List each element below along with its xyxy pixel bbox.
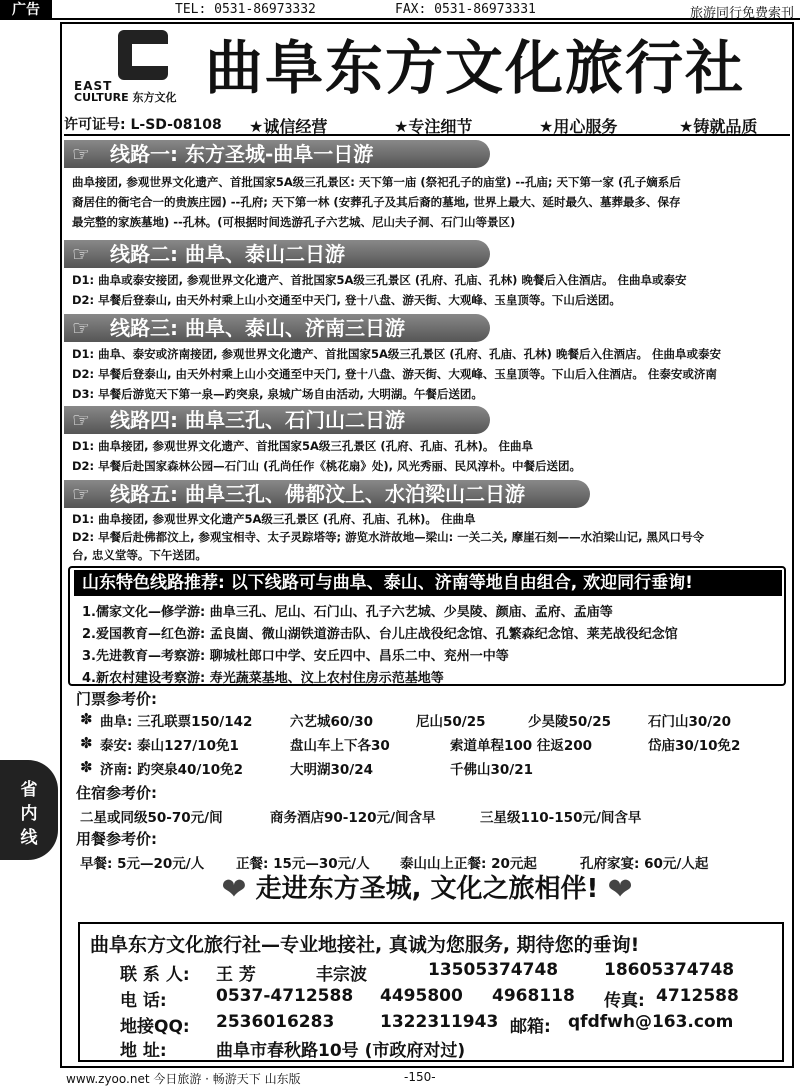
price-item: 尼山50/25: [416, 714, 486, 730]
contact-label: 邮箱:: [510, 1017, 551, 1037]
route-5-text: [72, 510, 792, 564]
lodging-heading: 住宿参考价:: [76, 784, 157, 802]
contact-label: 地接QQ:: [120, 1017, 190, 1037]
side-tab-province: [0, 760, 58, 860]
route-title: 线路五: 曲阜三孔、佛都汶上、水泊梁山二日游: [110, 482, 525, 506]
special-routes-title: 山东特色线路推荐: 以下线路可与曲阜、泰山、济南等地自由组合, 欢迎同行垂询!: [74, 570, 782, 596]
contact-person: 丰宗波: [316, 965, 367, 985]
contact-phone: 0537-4712588: [216, 986, 354, 1006]
price-item: 石门山30/20: [648, 714, 732, 730]
route-title: 线路一: 东方圣城-曲阜一日游: [110, 142, 374, 166]
list-item: 2.爱国教育—红色游: 孟良崮、微山湖铁道游击队、台儿庄战役纪念馆、孔繁森纪念馆、莱芜战役纪念馆: [82, 627, 678, 642]
price-item: 早餐: 5元—20元/人: [80, 856, 205, 872]
contact-phone: 4495800: [380, 986, 463, 1006]
route-title: 线路二: 曲阜、泰山二日游: [110, 242, 345, 266]
list-item: 3.先进教育—考察游: 聊城杜郎口中学、安丘四中、昌乐二中、兖州一中等: [82, 649, 509, 664]
flower-icon: ✽: [80, 734, 93, 752]
route-line: 裔居住的衙宅合一的贵族庄园) --孔府; 天下第一林 (安葬孔子及其后裔的墓地, 世界上最大、延时最久、墓葬最多、保存: [72, 195, 681, 209]
slogan: ★铸就品质: [679, 117, 758, 136]
price-item: 济南: 趵突泉40/10免2: [100, 762, 243, 778]
special-routes-box: [68, 566, 786, 686]
contact-mobile: 13505374748: [428, 960, 559, 980]
price-item: 索道单程100 往返200: [450, 738, 593, 754]
price-item: 三星级110-150元/间含早: [480, 810, 642, 826]
route-line: D2: 早餐后赴国家森林公园—石门山 (孔尚任作《桃花扇》处), 风光秀丽、民风淳朴。中餐后送团。: [72, 459, 582, 473]
route-title: 线路四: 曲阜三孔、石门山二日游: [110, 408, 405, 432]
route-3-banner: [64, 314, 490, 342]
route-5-banner: [64, 480, 590, 508]
route-4-text: [72, 436, 792, 476]
footer-url: www.zyoo.net 今日旅游 · 畅游天下 山东版: [66, 1072, 301, 1086]
route-1-banner: [64, 140, 490, 168]
route-line: 最完整的家族墓地) --孔林。(可根据时间选游孔子六艺城、尼山夫子洞、石门山等景区): [72, 215, 516, 229]
price-item: 泰山山上正餐: 20元起: [400, 856, 537, 872]
price-item: 泰安: 泰山127/10免1: [100, 738, 239, 754]
contact-label: 传真:: [604, 991, 645, 1011]
contact-label: 地 址:: [120, 1041, 167, 1061]
tickets-heading: 门票参考价:: [76, 690, 157, 708]
route-title: 线路三: 曲阜、泰山、济南三日游: [110, 316, 405, 340]
pointing-hand-icon: ☞: [72, 408, 90, 432]
price-item: 孔府家宴: 60元/人起: [580, 856, 709, 872]
route-line: D2: 早餐后赴佛都汶上, 参观宝相寺、太子灵踪塔等; 游览水浒故地—梁山: 一关二关, 摩崖石刻——水泊梁山记, 黑风口号令: [72, 530, 704, 544]
welcome-text: 走进东方圣城, 文化之旅相伴!: [255, 874, 599, 904]
pointing-hand-icon: ☞: [72, 142, 90, 166]
route-4-banner: [64, 406, 490, 434]
route-1-text: [72, 172, 792, 232]
contact-person: 王 芳: [216, 965, 256, 985]
welcome-slogan: [60, 868, 794, 907]
ad-tag: 广告: [0, 0, 52, 20]
page-footer: [0, 1068, 800, 1086]
route-line: 台, 忠义堂等。下午送团。: [72, 548, 207, 562]
company-title: 曲阜东方文化旅行社: [205, 34, 746, 102]
slogan: ★用心服务: [539, 117, 618, 136]
price-item: 正餐: 15元—30元/人: [236, 856, 370, 872]
route-line: D1: 曲阜接团, 参观世界文化遗产、首批国家5A级三孔景区 (孔府、孔庙、孔林)。 住曲阜: [72, 439, 533, 453]
side-tab-char: 内: [20, 804, 38, 824]
contact-phone: 4968118: [492, 986, 575, 1006]
contact-qq: 1322311943: [380, 1012, 499, 1032]
price-item: 岱庙30/10免2: [648, 738, 741, 754]
contact-label: 电 话:: [120, 991, 167, 1011]
contact-address: 曲阜市春秋路10号 (市政府对过): [216, 1041, 466, 1061]
heart-icon: ❤: [607, 872, 633, 907]
license-row: [64, 110, 790, 136]
flower-icon: ✽: [80, 710, 93, 728]
special-routes-list: [82, 602, 678, 690]
contact-mobile: 18605374748: [604, 960, 735, 980]
price-item: 商务酒店90-120元/间含早: [270, 810, 436, 826]
route-2-text: [72, 270, 792, 310]
price-item: 少昊陵50/25: [528, 714, 612, 730]
price-item: 千佛山30/21: [450, 762, 534, 778]
list-item: 4.新农村建设考察游: 寿光蔬菜基地、汶上农村住房示范基地等: [82, 671, 444, 686]
price-item: 六艺城60/30: [290, 714, 374, 730]
route-line: D2: 早餐后登泰山, 由天外村乘上山小交通至中天门, 登十八盘、游天街、大观峰、玉皇顶等。下山后送团。: [72, 293, 621, 307]
list-item: 1.儒家文化—修学游: 曲阜三孔、尼山、石门山、孔子六艺城、少昊陵、颜庙、孟府、孟庙等: [82, 605, 613, 620]
side-tab-char: 线: [20, 828, 38, 848]
top-bar: [0, 0, 800, 20]
flower-icon: ✽: [80, 758, 93, 776]
top-tel: TEL: 0531-86973332: [175, 2, 316, 17]
heart-icon: ❤: [221, 872, 247, 907]
contact-box: [78, 922, 784, 1062]
company-logo: [74, 30, 199, 105]
side-tab-char: 省: [20, 780, 38, 800]
price-item: 二星或同级50-70元/间: [80, 810, 223, 826]
slogan: ★诚信经营: [249, 117, 328, 136]
route-line: D1: 曲阜接团, 参观世界文化遗产5A级三孔景区 (孔府、孔庙、孔林)。 住曲阜: [72, 512, 476, 526]
contact-qq: 2536016283: [216, 1012, 335, 1032]
route-3-text: [72, 344, 792, 404]
contact-email: qfdfwh@163.com: [568, 1012, 734, 1032]
license-number: 许可证号: L-SD-08108: [64, 117, 222, 133]
contact-fax: 4712588: [656, 986, 739, 1006]
top-right-note: 旅游同行免费索刊: [689, 6, 794, 21]
route-line: D1: 曲阜、泰安或济南接团, 参观世界文化遗产、首批国家5A级三孔景区 (孔府、孔庙、孔林) 晚餐后入住酒店。 住曲阜或泰安: [72, 347, 721, 361]
contact-title: 曲阜东方文化旅行社—专业地接社, 真诚为您服务, 期待您的垂询!: [90, 934, 640, 956]
pointing-hand-icon: ☞: [72, 316, 90, 340]
route-line: 曲阜接团, 参观世界文化遗产、首批国家5A级三孔景区: 天下第一庙 (祭祀孔子的庙堂) --孔庙; 天下第一家 (孔子嫡系后: [72, 175, 681, 189]
slogan: ★专注细节: [394, 117, 473, 136]
price-item: 盘山车上下各30: [290, 738, 390, 754]
route-line: D2: 早餐后登泰山, 由天外村乘上山小交通至中天门, 登十八盘、游天街、大观峰、玉皇顶等。下山后入住酒店。 住泰安或济南: [72, 367, 717, 381]
top-fax: FAX: 0531-86973331: [395, 2, 536, 17]
logo-east-text: EAST: [74, 79, 113, 93]
pointing-hand-icon: ☞: [72, 242, 90, 266]
route-line: D1: 曲阜或泰安接团, 参观世界文化遗产、首批国家5A级三孔景区 (孔府、孔庙、孔林) 晚餐后入住酒店。 住曲阜或泰安: [72, 273, 687, 287]
page-number: -150-: [404, 1070, 436, 1084]
price-item: 曲阜: 三孔联票150/142: [100, 714, 253, 730]
route-line: D3: 早餐后游览天下第一泉—趵突泉, 泉城广场自由活动, 大明湖。午餐后送团。: [72, 387, 483, 401]
pointing-hand-icon: ☞: [72, 482, 90, 506]
logo-c-icon: [118, 30, 168, 80]
contact-label: 联 系 人:: [120, 965, 190, 985]
logo-culture-text: CULTURE 东方文化: [74, 91, 177, 104]
meals-heading: 用餐参考价:: [76, 830, 157, 848]
price-item: 大明湖30/24: [290, 762, 374, 778]
route-2-banner: [64, 240, 490, 268]
